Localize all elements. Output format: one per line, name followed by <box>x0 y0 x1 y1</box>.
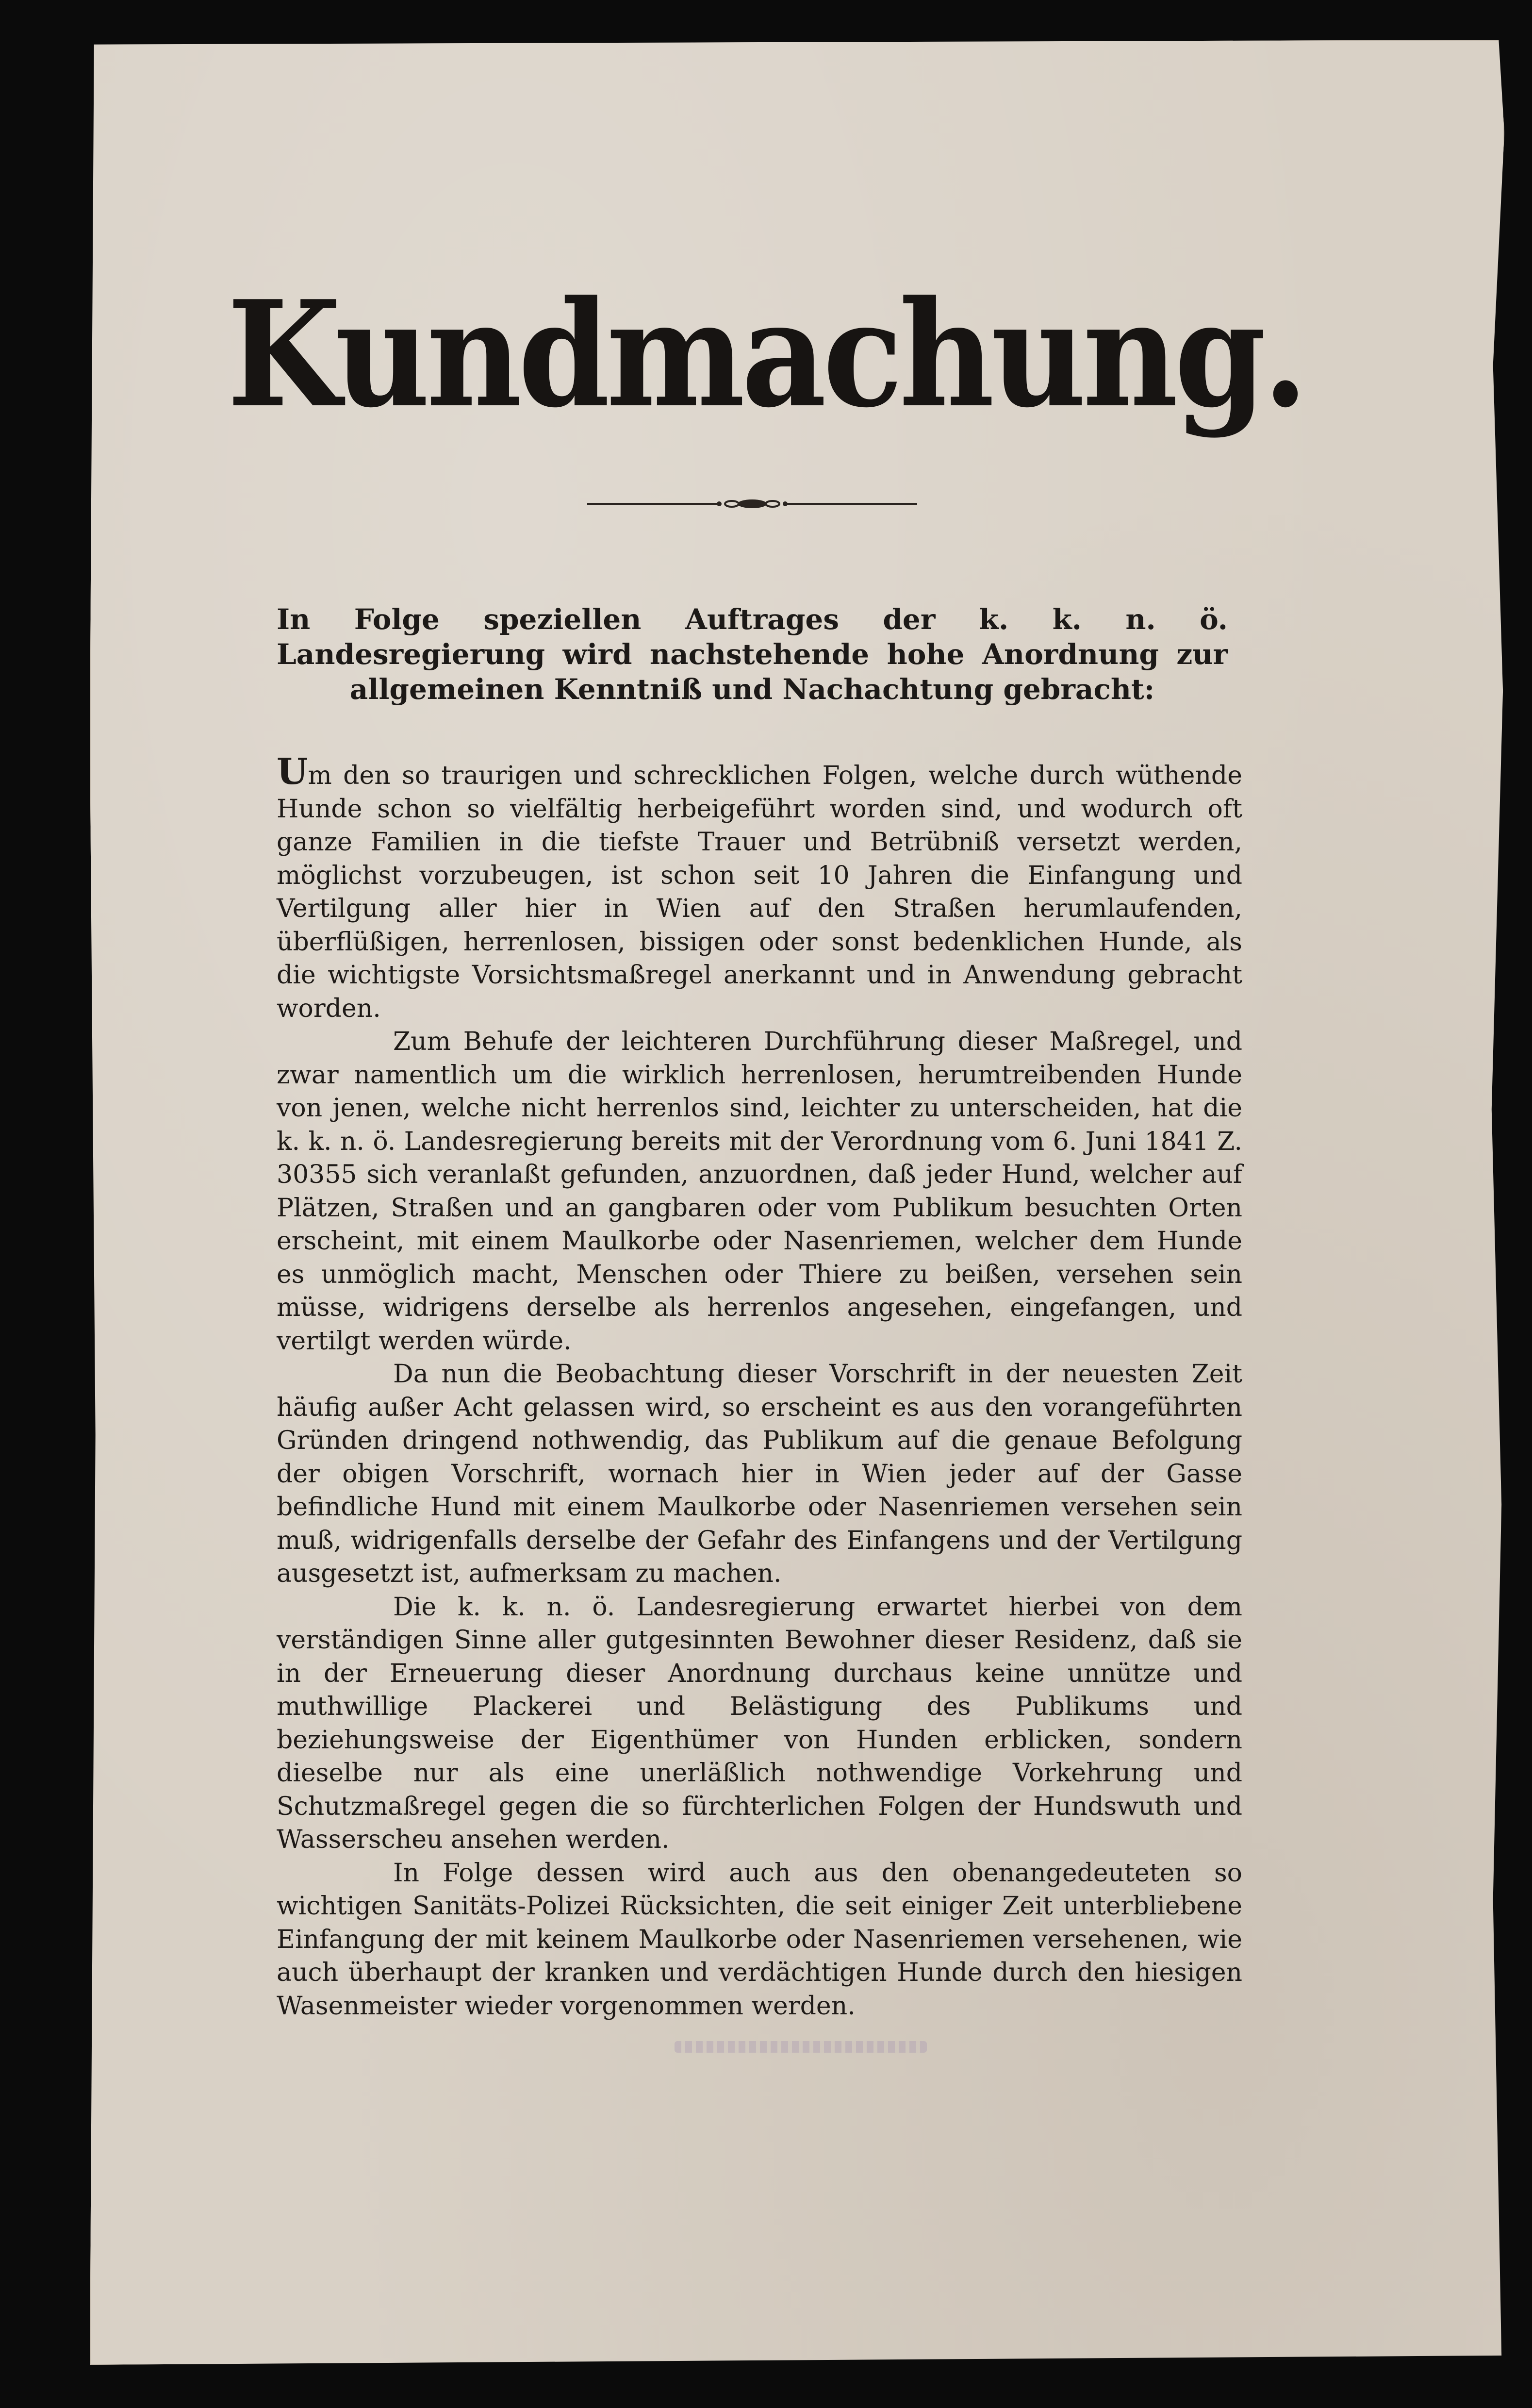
intro-paragraph: In Folge speziellen Auftrages der k. k. n. ö. Landesregierung wird nachstehende hohe Anordnung zur allgemeinen Kenntniß und Nachachtung gebracht: <box>277 603 1228 706</box>
announcement-body <box>277 751 1242 2023</box>
faded-library-stamp <box>675 2041 927 2053</box>
document-title: Kundmachung. <box>227 268 1305 440</box>
paragraph-1 <box>277 751 1242 1025</box>
paragraph-5: In Folge dessen wird auch aus den obenangedeuteten so wichtigen Sanitäts-Polizei Rücksichten, die seit einiger Zeit unterbliebene Einfangung der mit keinem Maulkorbe oder Nasenriemen versehenen, wie auch überhaupt der kranken und verdächtigen Hunde durch den hiesigen Wasenmeister wieder vorgenommen werden. <box>277 1858 1242 2021</box>
paragraph-4: Die k. k. n. ö. Landesregierung erwartet hierbei von dem verständigen Sinne aller gutgesinnten Bewohner dieser Residenz, daß sie in der Erneuerung dieser Anordnung durchaus keine unnütze und muthwillige Plackerei und Belästigung des Publikums und beziehungsweise der Eigenthümer von Hunden erblicken, sondern dieselbe nur als eine unerläßlich nothwendige Vorkehrung und Schutzmaßregel gegen die so fürchterlichen Folgen der Hundswuth und Wasserscheu ansehen werden. <box>277 1592 1242 1854</box>
drop-initial: U <box>277 751 308 793</box>
paragraph-3: Da nun die Beobachtung dieser Vorschrift in der neuesten Zeit häufig außer Acht gelassen wird, so erscheint es aus den vorangeführten Gründen dringend nothwendig, das Publikum auf die genaue Befolgung der obigen Vorschrift, wornach hier in Wien jeder auf der Gasse befindliche Hund mit einem Maulkorbe oder Nasenriemen versehen sein muß, widrigenfalls derselbe der Gefahr des Einfangens und der Vertilgung ausgesetzt ist, aufmerksam zu machen. <box>277 1360 1242 1588</box>
paragraph-1-text: m den so traurigen und schrecklichen Folgen, welche durch wüthende Hunde schon so vielfältig herbeigeführt worden sind, und wodurch oft ganze Familien in die tiefste Trauer und Betrübniß versetzt werden, möglichst vorzubeugen, ist schon seit 10 Jahren die Einfangung und Vertilgung aller hier in Wien auf den Straßen herumlaufenden, überflüßigen, herrenlosen, bissigen oder sonst bedenklichen Hunde, als die wichtigste Vorsichtsmaßregel anerkannt und in Anwendung gebracht worden. <box>277 761 1242 1023</box>
title-ornament-divider <box>587 494 917 514</box>
paragraph-2: Zum Behufe der leichteren Durchführung dieser Maßregel, und zwar namentlich um die wirklich herrenlosen, herumtreibenden Hunde von jenen, welche nicht herrenlos sind, leichter zu unterscheiden, hat die k. k. n. ö. Landesregierung bereits mit der Verordnung vom 6. Juni 1841 Z. 30355 sich veranlaßt gefunden, anzuordnen, daß jeder Hund, welcher auf Plätzen, Straßen und an gangbaren oder vom Publikum besuchten Orten erscheint, mit einem Maulkorbe oder Nasenriemen, welcher dem Hunde es unmöglich macht, Menschen oder Thiere zu beißen, versehen sein müsse, widrigens derselbe als herrenlos angesehen, eingefangen, und vertilgt werden würde. <box>277 1027 1242 1356</box>
